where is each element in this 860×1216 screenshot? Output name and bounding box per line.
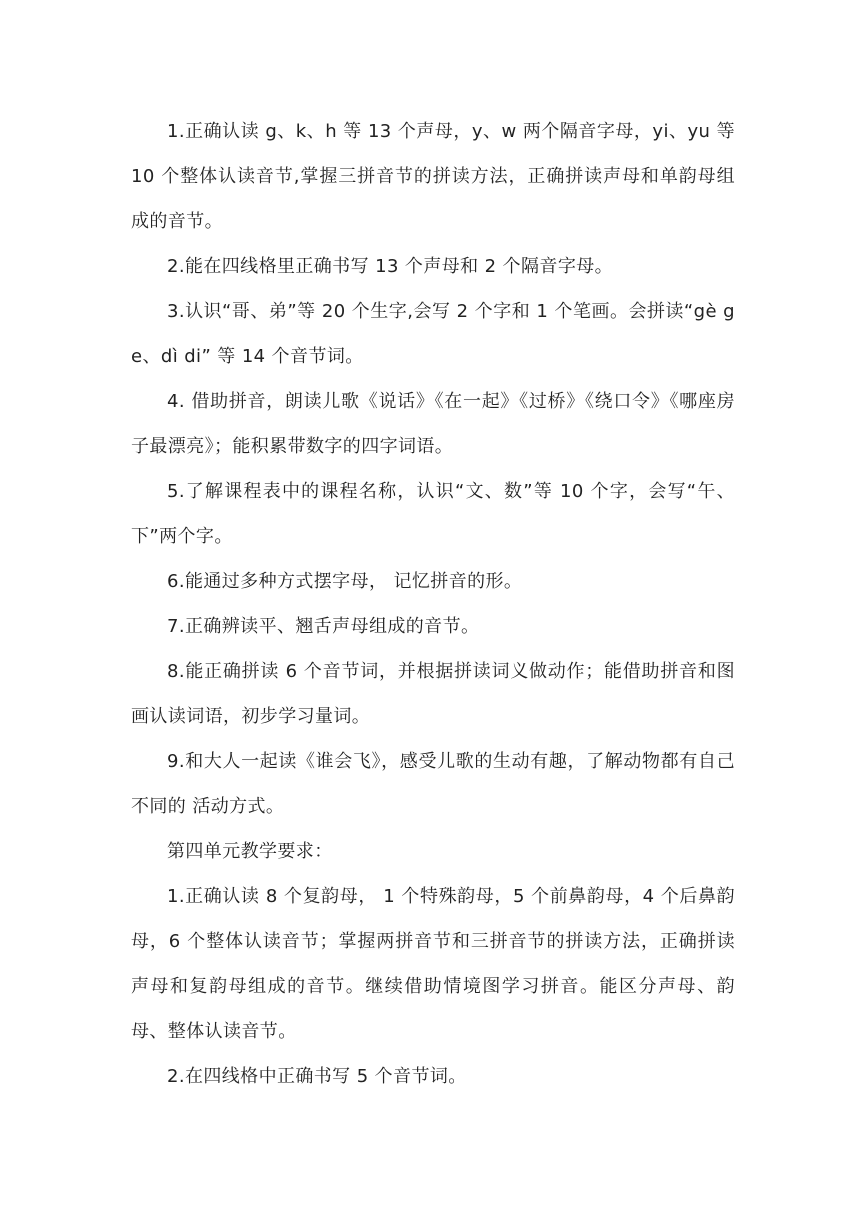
document-body: [131, 109, 735, 1099]
paragraph-item-4: 4. 借助拼音，朗读儿歌《说话》《在一起》《过桥》《绕口令》《哪座房子最漂亮》；能积累带数字的四字词语。: [131, 391, 735, 457]
paragraph-item-3: 3.认识“哥、弟”等 20 个生字,会写 2 个字和 1 个笔画。会拼读“gè ge、dì di” 等 14 个音节词。: [131, 301, 735, 367]
paragraph-item-8: 8.能正确拼读 6 个音节词，并根据拼读词义做动作；能借助拼音和图画认读词语，初步学习量词。: [131, 661, 735, 727]
paragraph-item-unit4-1: 1.正确认读 8 个复韵母， 1 个特殊韵母，5 个前鼻韵母，4 个后鼻韵母，6 个整体认读音节；掌握两拼音节和三拼音节的拼读方法，正确拼读声母和复韵母组成的音节。继续借助情境图学习拼音。能区分声母、韵母、整体认读音节。: [131, 886, 735, 1042]
paragraph-item-5: 5.了解课程表中的课程名称，认识“文、数”等 10 个字，会写“午、下”两个字。: [131, 481, 735, 547]
paragraph-item-7: 7.正确辨读平、翘舌声母组成的音节。: [167, 616, 480, 637]
paragraph-item-2: 2.能在四线格里正确书写 13 个声母和 2 个隔音字母。: [167, 256, 614, 277]
paragraph-item-9: 9.和大人一起读《谁会飞》，感受儿歌的生动有趣，了解动物都有自己不同的 活动方式。: [131, 751, 735, 817]
paragraph-item-6: 6.能通过多种方式摆字母， 记忆拼音的形。: [167, 571, 523, 592]
section-heading-unit-four: 第四单元教学要求：: [167, 841, 333, 862]
paragraph-item-1: 1.正确认读 g、k、h 等 13 个声母，y、w 两个隔音字母，yi、yu 等 10 个整体认读音节,掌握三拼音节的拼读方法，正确拼读声母和单韵母组成的音节。: [131, 121, 735, 232]
paragraph-item-unit4-2: 2.在四线格中正确书写 5 个音节词。: [167, 1066, 467, 1087]
